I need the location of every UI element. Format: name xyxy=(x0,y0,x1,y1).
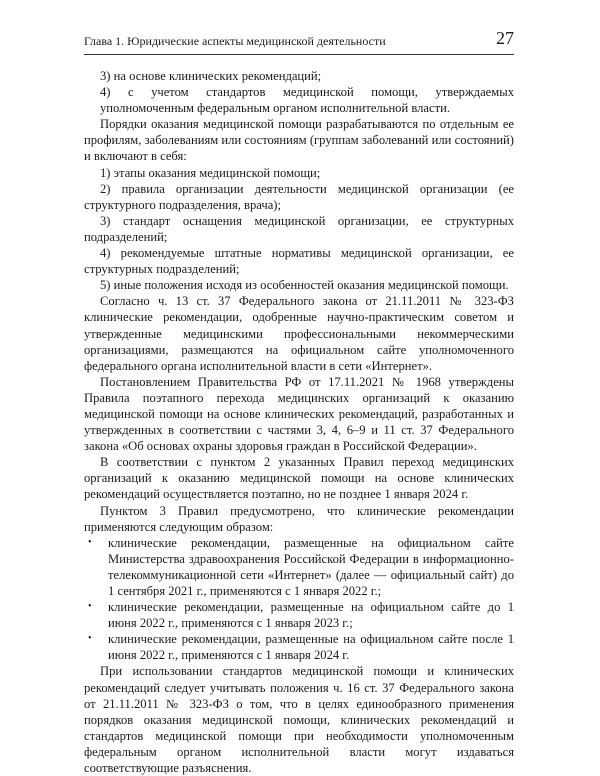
bullet-mark: • xyxy=(88,633,92,645)
paragraph-rules-3: Пунктом 3 Правил предусмотрено, что клинические рекомендации применяются следующим образом: xyxy=(84,503,514,534)
paragraph-law-16: При использовании стандартов медицинской помощи и клинических рекомендаций следует учитывать положения ч. 16 ст. 37 Федерального закона от 21.11.2011 № 323-ФЗ о том, что в целях единообразного применения порядков оказания медицинской помощи, клинических рекомендаций и стандартов медицинской помощи при необходимости уполномоченным федеральным органом исполнительной власти могут издаваться соответствующие разъяснения. xyxy=(84,664,514,776)
list-item-4-text: 4) с учетом стандартов медицинской помощи, утверждаемых уполномоченным федеральным органом исполнительной власти. xyxy=(100,85,514,116)
bullet-text: клинические рекомендации, размещенные на официальном сайте до 1 июня 2022 г., применяются с 1 января 2023 г.; xyxy=(108,600,514,631)
paragraph-rules-2: В соответствии с пунктом 2 указанных Правил переход медицинских организаций к оказанию медицинской помощи на основе клинических рекомендаций осуществляется поэтапно, но не позднее 1 января 2024 г. xyxy=(84,455,514,502)
bullet-text: клинические рекомендации, размещенные на официальном сайте после 1 июня 2022 г., применяются с 1 января 2024 г. xyxy=(108,632,514,663)
bullet-item xyxy=(84,599,514,631)
page-number: 27 xyxy=(496,28,514,48)
procedure-item-5: 5) иные положения исходя из особенностей оказания медицинской помощи. xyxy=(100,278,509,293)
paragraph-law-13: Согласно ч. 13 ст. 37 Федерального закона от 21.11.2011 № 323-ФЗ клинические рекомендации, одобренные научно-практическим советом и утвержденные медицинскими профессиональными некоммерческими организациями, размещаются на официальном сайте уполномоченного федерального органа исполнительной власти в сети «Интернет». xyxy=(84,294,514,373)
paragraph-procedures: Порядки оказания медицинской помощи разрабатываются по отдельным ее профилям, заболеваниям или состояниям (группам заболеваний или состояний) и включают в себя: xyxy=(84,117,514,164)
body-text xyxy=(84,68,514,776)
paragraph-resolution: Постановлением Правительства РФ от 17.11.2021 № 1968 утверждены Правила поэтапного перехода медицинских организаций к оказанию медицинской помощи на основе клинических рекомендаций, разработанных и утвержденных в соответствии с частями 3, 4, 6–9 и 11 ст. 37 Федерального закона «Об основах охраны здоровья граждан в Российской Федерации». xyxy=(84,374,514,454)
procedure-item-4: 4) рекомендуемые штатные нормативы медицинской организации, ее структурных подразделений; xyxy=(84,246,514,277)
procedure-item-2: 2) правила организации деятельности медицинской организации (ее структурного подразделения, врача); xyxy=(84,181,514,212)
bullet-item xyxy=(84,631,514,663)
bullet-mark: • xyxy=(88,536,92,548)
procedure-item-3: 3) стандарт оснащения медицинской организации, ее структурных подразделений; xyxy=(84,213,514,244)
bullet-text: клинические рекомендации, размещенные на официальном сайте Министерства здравоохранения Российской Федерации в информационно-телекоммуникационной сети «Интернет» (далее — официальный сайт) до 1 сентября 2021 г., применяются с 1 января 2022 г.; xyxy=(108,535,514,598)
bullet-mark: • xyxy=(88,601,92,613)
bullet-item xyxy=(84,535,514,599)
list-item-4 xyxy=(84,84,514,116)
procedure-item-1: 1) этапы оказания медицинской помощи; xyxy=(100,165,321,180)
running-header xyxy=(84,30,514,55)
chapter-title: Глава 1. Юридические аспекты медицинской деятельности xyxy=(84,34,386,48)
list-item-3: 3) на основе клинических рекомендаций; xyxy=(100,69,322,83)
